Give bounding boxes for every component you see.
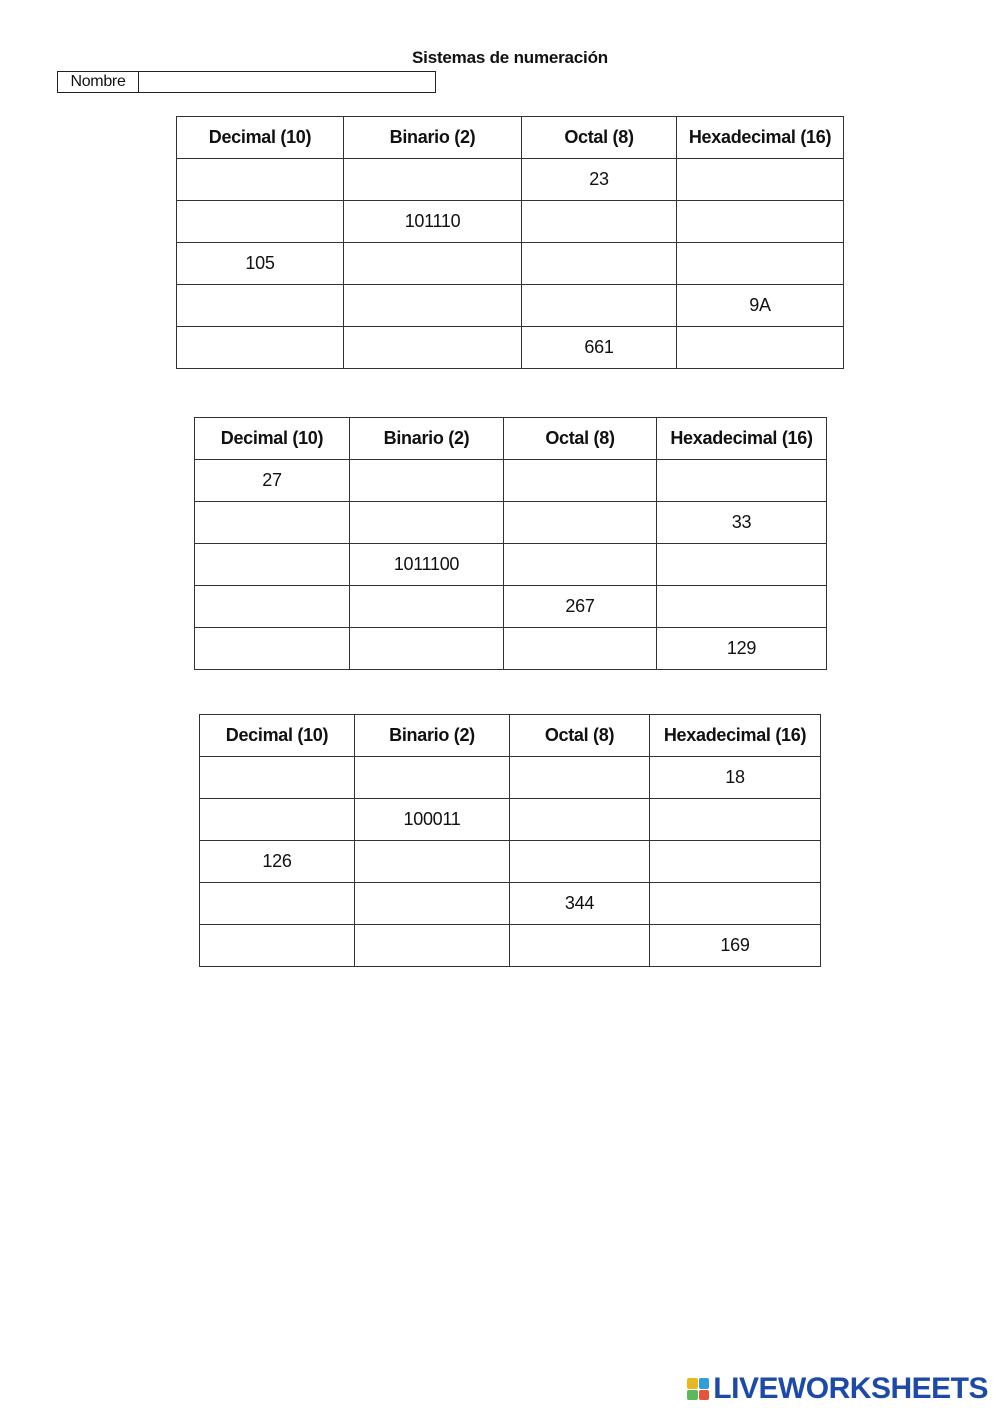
answer-cell — [350, 586, 504, 628]
answer-cell — [657, 544, 827, 586]
answer-cell — [504, 544, 657, 586]
answer-input-octal[interactable] — [504, 459, 660, 502]
answer-cell — [195, 586, 350, 628]
table-row — [195, 628, 827, 670]
column-header-binario: Binario (2) — [350, 418, 504, 460]
given-value-cell: 33 — [657, 502, 827, 544]
answer-input-hexadecimal[interactable] — [650, 840, 824, 883]
answer-input-binario[interactable] — [355, 756, 513, 799]
answer-cell — [677, 159, 844, 201]
column-header-binario: Binario (2) — [355, 715, 510, 757]
answer-cell — [177, 285, 344, 327]
conversion-table-1 — [176, 116, 844, 369]
answer-input-binario[interactable] — [350, 459, 507, 502]
answer-cell — [355, 925, 510, 967]
answer-cell — [355, 841, 510, 883]
answer-input-binario[interactable] — [344, 284, 525, 327]
answer-input-octal[interactable] — [522, 242, 680, 285]
table-header-row — [200, 715, 821, 757]
answer-input-binario[interactable] — [344, 158, 525, 201]
answer-cell — [355, 757, 510, 799]
table-row — [200, 883, 821, 925]
given-value-cell: 105 — [177, 243, 344, 285]
answer-cell — [657, 460, 827, 502]
name-input[interactable] — [139, 72, 435, 92]
answer-cell — [195, 502, 350, 544]
column-header-decimal: Decimal (10) — [200, 715, 355, 757]
column-header-hexadecimal: Hexadecimal (16) — [657, 418, 827, 460]
given-value-cell: 9A — [677, 285, 844, 327]
answer-cell — [650, 799, 821, 841]
answer-input-hexadecimal[interactable] — [657, 459, 830, 502]
answer-cell — [522, 285, 677, 327]
column-header-decimal: Decimal (10) — [195, 418, 350, 460]
conversion-table-2 — [194, 417, 827, 670]
name-row — [57, 71, 436, 93]
column-header-binario: Binario (2) — [344, 117, 522, 159]
given-value-cell: 23 — [522, 159, 677, 201]
answer-cell — [504, 502, 657, 544]
table-row — [177, 243, 844, 285]
answer-input-hexadecimal[interactable] — [677, 200, 847, 243]
answer-cell — [650, 883, 821, 925]
brand-name: LIVEWORKSHEETS — [713, 1372, 988, 1405]
answer-cell — [177, 327, 344, 369]
conversion-table-3 — [199, 714, 821, 967]
answer-cell — [200, 799, 355, 841]
answer-input-binario[interactable] — [344, 242, 525, 285]
column-header-octal: Octal (8) — [510, 715, 650, 757]
answer-cell — [504, 460, 657, 502]
answer-cell — [350, 628, 504, 670]
name-label: Nombre — [58, 72, 139, 92]
answer-cell — [200, 925, 355, 967]
answer-cell — [177, 201, 344, 243]
answer-input-decimal[interactable] — [200, 882, 358, 925]
answer-cell — [650, 841, 821, 883]
answer-cell — [200, 757, 355, 799]
answer-cell — [195, 544, 350, 586]
table-row — [177, 159, 844, 201]
answer-cell — [344, 243, 522, 285]
answer-input-hexadecimal[interactable] — [657, 543, 830, 586]
given-value-cell: 101110 — [344, 201, 522, 243]
answer-input-octal[interactable] — [510, 924, 653, 967]
answer-cell — [504, 628, 657, 670]
answer-input-hexadecimal[interactable] — [677, 158, 847, 201]
answer-cell — [522, 201, 677, 243]
answer-input-octal[interactable] — [510, 756, 653, 799]
answer-input-decimal[interactable] — [195, 543, 353, 586]
answer-cell — [522, 243, 677, 285]
answer-cell — [195, 628, 350, 670]
page-title: Sistemas de numeración — [412, 48, 608, 67]
table-row — [200, 925, 821, 967]
answer-cell — [510, 799, 650, 841]
answer-input-binario[interactable] — [350, 501, 507, 544]
answer-cell — [350, 460, 504, 502]
answer-cell — [510, 925, 650, 967]
answer-input-decimal[interactable] — [177, 200, 347, 243]
column-header-decimal: Decimal (10) — [177, 117, 344, 159]
answer-input-binario[interactable] — [355, 882, 513, 925]
answer-input-decimal[interactable] — [177, 158, 347, 201]
table-row — [195, 502, 827, 544]
answer-cell — [355, 883, 510, 925]
answer-input-decimal[interactable] — [200, 756, 358, 799]
answer-input-octal[interactable] — [510, 840, 653, 883]
table-row — [195, 544, 827, 586]
table-row — [200, 841, 821, 883]
given-value-cell: 267 — [504, 586, 657, 628]
answer-cell — [677, 327, 844, 369]
answer-input-binario[interactable] — [350, 627, 507, 670]
answer-input-decimal[interactable] — [195, 501, 353, 544]
answer-cell — [200, 883, 355, 925]
answer-cell — [344, 159, 522, 201]
answer-input-decimal[interactable] — [195, 585, 353, 628]
answer-input-hexadecimal[interactable] — [650, 798, 824, 841]
brand-footer — [687, 1372, 988, 1406]
answer-input-hexadecimal[interactable] — [677, 242, 847, 285]
answer-cell — [657, 586, 827, 628]
answer-input-binario[interactable] — [350, 585, 507, 628]
given-value-cell: 661 — [522, 327, 677, 369]
answer-cell — [344, 327, 522, 369]
answer-cell — [177, 159, 344, 201]
answer-input-binario[interactable] — [355, 924, 513, 967]
answer-input-octal[interactable] — [504, 627, 660, 670]
answer-input-octal[interactable] — [504, 543, 660, 586]
answer-cell — [350, 502, 504, 544]
column-header-octal: Octal (8) — [504, 418, 657, 460]
table-row — [177, 327, 844, 369]
answer-input-decimal[interactable] — [200, 924, 358, 967]
table-row — [177, 285, 844, 327]
column-header-hexadecimal: Hexadecimal (16) — [677, 117, 844, 159]
answer-input-hexadecimal[interactable] — [677, 326, 847, 369]
given-value-cell: 129 — [657, 628, 827, 670]
answer-input-binario[interactable] — [355, 840, 513, 883]
answer-cell — [510, 757, 650, 799]
answer-cell — [510, 841, 650, 883]
given-value-cell: 100011 — [355, 799, 510, 841]
answer-input-decimal[interactable] — [195, 627, 353, 670]
answer-input-decimal[interactable] — [177, 284, 347, 327]
given-value-cell: 18 — [650, 757, 821, 799]
column-header-hexadecimal: Hexadecimal (16) — [650, 715, 821, 757]
table-row — [195, 586, 827, 628]
table-row — [200, 757, 821, 799]
column-header-octal: Octal (8) — [522, 117, 677, 159]
answer-input-binario[interactable] — [344, 326, 525, 369]
table-header-row — [177, 117, 844, 159]
answer-input-octal[interactable] — [504, 501, 660, 544]
answer-cell — [677, 201, 844, 243]
answer-cell — [677, 243, 844, 285]
given-value-cell: 169 — [650, 925, 821, 967]
table-row — [177, 201, 844, 243]
answer-cell — [344, 285, 522, 327]
given-value-cell: 27 — [195, 460, 350, 502]
answer-input-decimal[interactable] — [200, 798, 358, 841]
answer-input-hexadecimal[interactable] — [650, 882, 824, 925]
answer-input-decimal[interactable] — [177, 326, 347, 369]
answer-input-octal[interactable] — [522, 284, 680, 327]
answer-input-hexadecimal[interactable] — [657, 585, 830, 628]
answer-input-octal[interactable] — [510, 798, 653, 841]
answer-input-octal[interactable] — [522, 200, 680, 243]
given-value-cell: 1011100 — [350, 544, 504, 586]
given-value-cell: 344 — [510, 883, 650, 925]
table-row — [195, 460, 827, 502]
table-header-row — [195, 418, 827, 460]
liveworksheets-logo-icon — [687, 1378, 709, 1400]
table-row — [200, 799, 821, 841]
given-value-cell: 126 — [200, 841, 355, 883]
